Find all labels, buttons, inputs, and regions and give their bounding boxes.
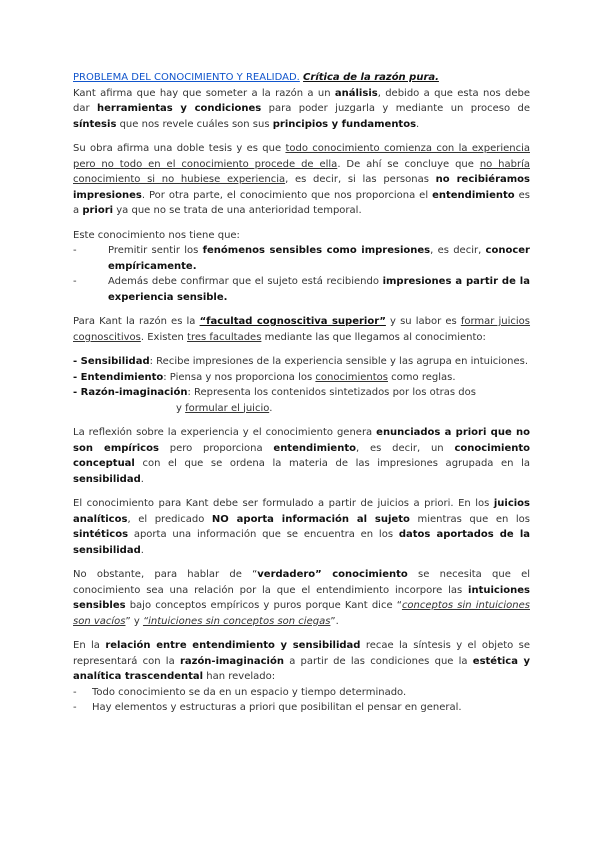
faculties-list: - Sensibilidad: Recibe impresiones de la experiencia sensible y las agrupa en intuiciones. - Entendimiento: Piensa y nos proporciona los conocimientos como reglas. - Razón-imaginación: Representa los contenidos sintetizados por los otras dos y formular el juicio. (73, 356, 529, 414)
conditions-list (73, 685, 530, 716)
document-title (73, 70, 530, 86)
faculty-razon-imaginacion: - Razón-imaginación: Representa los contenidos sintetizados por los otras dos (73, 387, 476, 398)
list-item: - Hay elementos y estructuras a priori que posibilitan el pensar en general. (73, 702, 462, 713)
paragraph-reflection: La reflexión sobre la experiencia y el conocimiento genera enunciados a priori que no son empíricos pero proporciona entendimiento, es decir, un conocimiento conceptual con el que se ordena la materia de las impresiones agrupada en la sensibilidad. (73, 427, 530, 485)
document-page (73, 70, 530, 716)
paragraph-judgments: El conocimiento para Kant debe ser formulado a partir de juicios a priori. En los juicios analíticos, el predicado NO aporta información al sujeto mientras que en los sintéticos aporta una información que se encuentra en los datos aportados de la sensibilidad. (73, 498, 531, 556)
paragraph-list-intro: Este conocimiento nos tiene que: (73, 229, 240, 241)
faculty-sensibilidad: - Sensibilidad: Recibe impresiones de la experiencia sensible y las agrupa en intuiciones. (73, 356, 529, 367)
paragraph-intro: Kant afirma que hay que someter a la razón a un análisis, debido a que esta nos debe dar herramientas y condiciones para poder juzgarla y mediante un proceso de síntesis que nos revele cuáles son sus principios y fundamentos. (73, 87, 530, 130)
faculty-entendimiento: - Entendimiento: Piensa y nos proporciona los conocimientos como reglas. (73, 371, 456, 383)
title-subtitle: Crítica de la razón pura. (303, 72, 439, 83)
list-item: - Todo conocimiento se da en un espacio y tiempo determinado. (73, 686, 407, 698)
paragraph-double-thesis: Su obra afirma una doble tesis y es que todo conocimiento comienza con la experiencia pero no todo en el conocimiento procede de ella. De ahí se concluye que no habría conocimiento si no hubiese experiencia, es decir, si las personas no recibiéramos impresiones. Por otra parte, el conocimiento que nos proporciona el entendimiento es a priori ya que no se trata de una anterioridad temporal. (73, 143, 531, 216)
list-item: - Premitir sentir los fenómenos sensibles como impresiones, es decir, conocer empíricamente. (73, 245, 530, 272)
paragraph-true-knowledge: No obstante, para hablar de “verdadero” conocimiento se necesita que el conocimiento sea una relación por la que el entendimiento incorpore las intuiciones sensibles bajo conceptos empíricos y puros porque Kant dice “conceptos sin intuiciones son vacíos” y “intuiciones sin conceptos son ciegas”. (73, 569, 530, 627)
requirements-list (73, 243, 530, 305)
title-link[interactable]: PROBLEMA DEL CONOCIMIENTO Y REALIDAD. (73, 72, 300, 83)
paragraph-faculties-intro: Para Kant la razón es la “facultad cognoscitiva superior” y su labor es formar juicios cognoscitivos. Existen tres facultades mediante las que llegamos al conocimiento: (73, 316, 531, 343)
list-item: - Además debe confirmar que el sujeto está recibiendo impresiones a partir de la experiencia sensible. (73, 276, 530, 303)
paragraph-synthesis: En la relación entre entendimiento y sensibilidad recae la síntesis y el objeto se representará con la razón-imaginación a partir de las condiciones que la estética y analítica trascendental han revelado: (73, 640, 530, 682)
